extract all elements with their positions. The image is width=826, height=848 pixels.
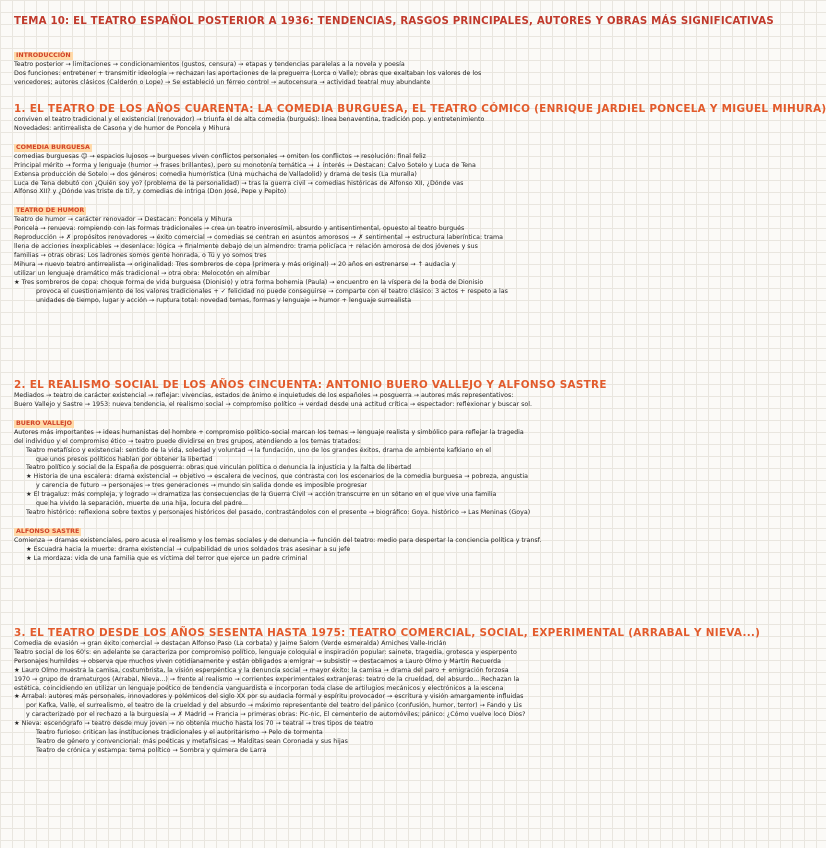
comedia-burguesa-label: COMEDIA BURGUESA: [16, 143, 90, 151]
section-3-line: estética, coincidiendo en utilizar un lenguaje poético de tendencia vanguardista e incorporan toda clase de artilugios mecánicos y electrónicos a la escena: [14, 684, 504, 692]
intro-line: Teatro posterior → limitaciones → condicionamientos (gustos, censura) → etapas y tendencias paralelas a la novela y poesía: [14, 61, 405, 68]
section-1-line: Reproducción → ✗ propósitos renovadores → éxito comercial → comedias se centran en asuntos amorosos → ✗ sentimental → estructura laberíntica: trama: [14, 234, 504, 242]
section-2-line: Autores más importantes → ideas humanistas del hombre + compromiso político-social marcan los temas → lenguaje realista y simbólico para reflejar la tragedia: [14, 428, 524, 436]
section-1-line: Principal mérito → forma y lenguaje (humor → frases brillantes), pero su monotonía temática → ↓ interés → Destacan: Calvo Sotelo y Luca de Tena: [14, 161, 476, 169]
section-2-line: y carencia de futuro → personajes → tres generaciones → mundo sin salida donde es imposible progresar: [36, 482, 368, 490]
section-3-line: 1970 → grupo de dramaturgos (Arrabal, Nieva...) → frente al realismo → corrientes experimentales extranjeras: teatro de la crueldad, del absurdo... Rechazan la: [14, 675, 520, 683]
section-1-line: unidades de tiempo, lugar y acción → ruptura total: novedad temas, formas y lenguaje → humor + lenguaje surrealista: [36, 296, 412, 304]
section-3-line: Personajes humildes → observa que muchos viven cotidianamente y están obligados a emigrar → subsistir → destacamos a Lauro Olmo y Martín Recuerda: [14, 657, 501, 665]
intro-section: [14, 42, 588, 88]
section-2-line: ★ La mordaza: vida de una familia que es víctima del terror que ejerce un padre criminal: [26, 554, 308, 562]
section-3-line: ★ Arrabal: autores más personales, innovadores y polémicos del siglo XX por su audacia formal y espíritu provocador → escritura y visión amargamente influidas: [14, 693, 524, 701]
section-3-heading: 3. EL TEATRO DESDE LOS AÑOS SESENTA HASTA 1975: TEATRO COMERCIAL, SOCIAL, EXPERIMENTAL (ARRABAL Y NIEVA...): [14, 627, 761, 639]
section-1-line: Luca de Tena debutó con ¿Quién soy yo? (problema de la personalidad) → tras la guerra civil → comedias históricas de Alfonso XII, ¿Dónde vas: [14, 179, 464, 187]
section-2-line: ★ El tragaluz: más compleja, y logrado → dramatiza las consecuencias de la Guerra Civil → acción transcurre en un sótano en el que vive una familia: [26, 491, 497, 499]
section-2-line: ★ Escuadra hacia la muerte: drama existencial → culpabilidad de unos soldados tras asesinar a su jefe: [26, 545, 351, 553]
section-2-line: Teatro metafísico y existencial: sentido de la vida, soledad y voluntad → la fundación, uno de los grandes éxitos, drama de ambiente kafkiano en el: [26, 446, 491, 454]
section-2-line: que ha vivido la separación, muerte de una hija, locura del padre...: [36, 500, 248, 508]
section-1-line: provoca el cuestionamiento de los valores tradicionales + ✓ felicidad no puede conseguirse → comparte con el teatro clásico: 3 actos + respeto a las: [36, 287, 508, 295]
section-1: [14, 102, 826, 305]
section-1-line: Extensa producción de Sotelo → dos géneros: comedia humorística (Una muchacha de Valladolid) y drama de tesis (La muralla): [14, 170, 417, 178]
section-3-subline: Teatro furioso: critican las instituciones tradicionales y el autoritarismo → Pelo de tormenta: [36, 729, 323, 737]
section-1-line: utilizar un lenguaje dramático más tradicional → otra obra: Melocotón en almíbar: [14, 269, 270, 277]
section-3-line: Teatro social de los 60's: en adelante se caracteriza por compromiso político, lenguaje coloquial e inspiración popular: sainete, tragedia, grotesca y esperpento: [14, 648, 517, 656]
section-1-line: ★ Tres sombreros de copa: choque forma de vida burguesa (Dionisio) y otra forma bohemia (Paula) → encuentro en la víspera de la boda de Dionisio: [14, 278, 484, 286]
section-3: [14, 626, 761, 756]
section-3-subline: Teatro de género y convencional: más poéticas y metafísicas → Malditas sean Coronada y sus hijas: [36, 737, 348, 745]
section-1-line: llena de acciones inexplicables → desenlace: lógica → finalmente debajo de un almendro: trama policíaca + relación amorosa de dos jóvenes y sus: [14, 243, 478, 251]
section-1-line: Mihura → nuevo teatro antirrealista → originalidad: Tres sombreros de copa (primera y más original) → 20 años en estrenarse → ↑ audacia y: [14, 260, 456, 268]
section-1-heading: 1. EL TEATRO DE LOS AÑOS CUARENTA: LA COMEDIA BURGUESA, EL TEATRO CÓMICO (ENRIQUE JARDIEL PONCELA Y MIGUEL MIHURA): [14, 103, 826, 115]
section-2: [14, 378, 607, 564]
section-2-line: Teatro histórico: reflexiona sobre textos y personajes históricos del pasado, contrastándolos con el presente → biográfico: Goya. histórico → Las Meninas (Goya): [26, 508, 531, 516]
section-1-line: comedias burguesas ☺ → espacios lujosos → burgueses viven conflictos personales → omiten los conflictos → resolución: final feliz: [14, 152, 426, 160]
section-1-line: familias → otras obras: Los ladrones somos gente honrada, o Tú y yo somos tres: [14, 251, 267, 259]
section-2-line: Comienza → dramas existenciales, pero acusa el realismo y los temas sociales y de denuncia → función del teatro: medio para despertar la conciencia política y transf.: [14, 536, 542, 544]
intro-label: INTRODUCCIÓN: [16, 52, 71, 59]
section-1-line: Novedades: antirrealista de Casona y de humor de Poncela y Mihura: [14, 124, 230, 132]
section-3-line: por Kafka, Valle, el surrealismo, el teatro de la crueldad y del absurdo → máximo representante del teatro del pánico (confusión, humor, terror) → Fando y Lis: [26, 702, 522, 710]
intro-line: Dos funciones: entretener + transmitir ideología → rechazan las aportaciones de la preguerra (Lorca o Valle); obras que exaltaban los valores de los: [14, 69, 482, 77]
teatro-humor-label: TEATRO DE HUMOR: [16, 207, 85, 215]
section-3-line: Comedia de evasión → gran éxito comercial → destacan Alfonso Paso (La corbata) y Jaime Salom (Verde esmeralda) Arniches Valle-Inclán: [14, 640, 447, 647]
alfonso-sastre-label: ALFONSO SASTRE: [16, 527, 80, 535]
section-2-line: Teatro político y social de la España de posguerra: obras que vinculan política o denuncia la injusticia y la falta de libertad: [26, 464, 412, 472]
section-2-line: ★ Historia de una escalera: drama existencial → objetivo → escalera de vecinos, que contrasta con los escenarios de la comedia burguesa → pobreza, angustia: [26, 473, 529, 481]
section-1-line: conviven el teatro tradicional y el existencial (renovador) → triunfa el de alta comedia (burgués): línea benaventina, tradición pop. y entretenimiento: [14, 116, 485, 123]
section-3-line: y caracterizado por el rechazo a la burguesía → ✗ Madrid → Francia → primeras obras: Pic-nic, El cementerio de automóviles; pánico: ¿Cómo vuelve loco Dios?: [26, 711, 526, 719]
section-1-line: Teatro de humor → carácter renovador → Destacan: Poncela y Mihura: [14, 216, 233, 224]
section-3-subline: Teatro de crónica y estampa: tema político → Sombra y quimera de Larra: [36, 746, 267, 754]
section-2-line: Mediados → teatro de carácter existencial → reflejar: vivencias, estados de ánimo e inquietudes de los españoles → posguerra → autores más representativos:: [14, 392, 514, 399]
page-title: TEMA 10: EL TEATRO ESPAÑOL POSTERIOR A 1936: TENDENCIAS, RASGOS PRINCIPALES, AUTORES Y OBRAS MÁS SIGNIFICATIVAS: [14, 16, 774, 27]
section-3-line: ★ Lauro Olmo muestra la camisa, costumbrista, la visión esperpéntica y la denuncia social → mayor éxito: la camisa → drama del paro + emigración forzosa: [14, 666, 509, 674]
buero-vallejo-label: BUERO VALLEJO: [16, 419, 72, 427]
section-2-line: que unos presos políticos hablan por obtener la libertad: [36, 455, 213, 463]
section-3-line: ★ Nieva: escenógrafo → teatro desde muy joven → no obtenía mucho hasta los 70 → teatral → tres tipos de teatro: [14, 720, 374, 728]
section-2-heading: 2. EL REALISMO SOCIAL DE LOS AÑOS CINCUENTA: ANTONIO BUERO VALLEJO Y ALFONSO SASTRE: [14, 379, 607, 391]
section-2-line: del individuo y el compromiso ético → teatro puede dividirse en tres grupos, atendiendo a los temas tratados:: [14, 437, 361, 445]
section-1-line: Poncela → renueva: rompiendo con las formas tradicionales → crea un teatro inverosímil, absurdo y antisentimental, opuesto al teatro burgués: [14, 225, 465, 233]
intro-line: vencedores; autores clásicos (Calderón o Lope) → Se estableció un férreo control → autocensura → actividad teatral muy abundante: [14, 78, 431, 86]
section-2-line: Buero Vallejo y Sastre → 1953: nueva tendencia, el realismo social → compromiso político → verdad desde una actitud crítica → espectador: reflexionar y buscar sol.: [14, 400, 532, 408]
section-1-line: Alfonso XII? y ¿Dónde vas triste de ti?, y comedias de intriga (Don José, Pepe y Pepito): [14, 188, 287, 196]
